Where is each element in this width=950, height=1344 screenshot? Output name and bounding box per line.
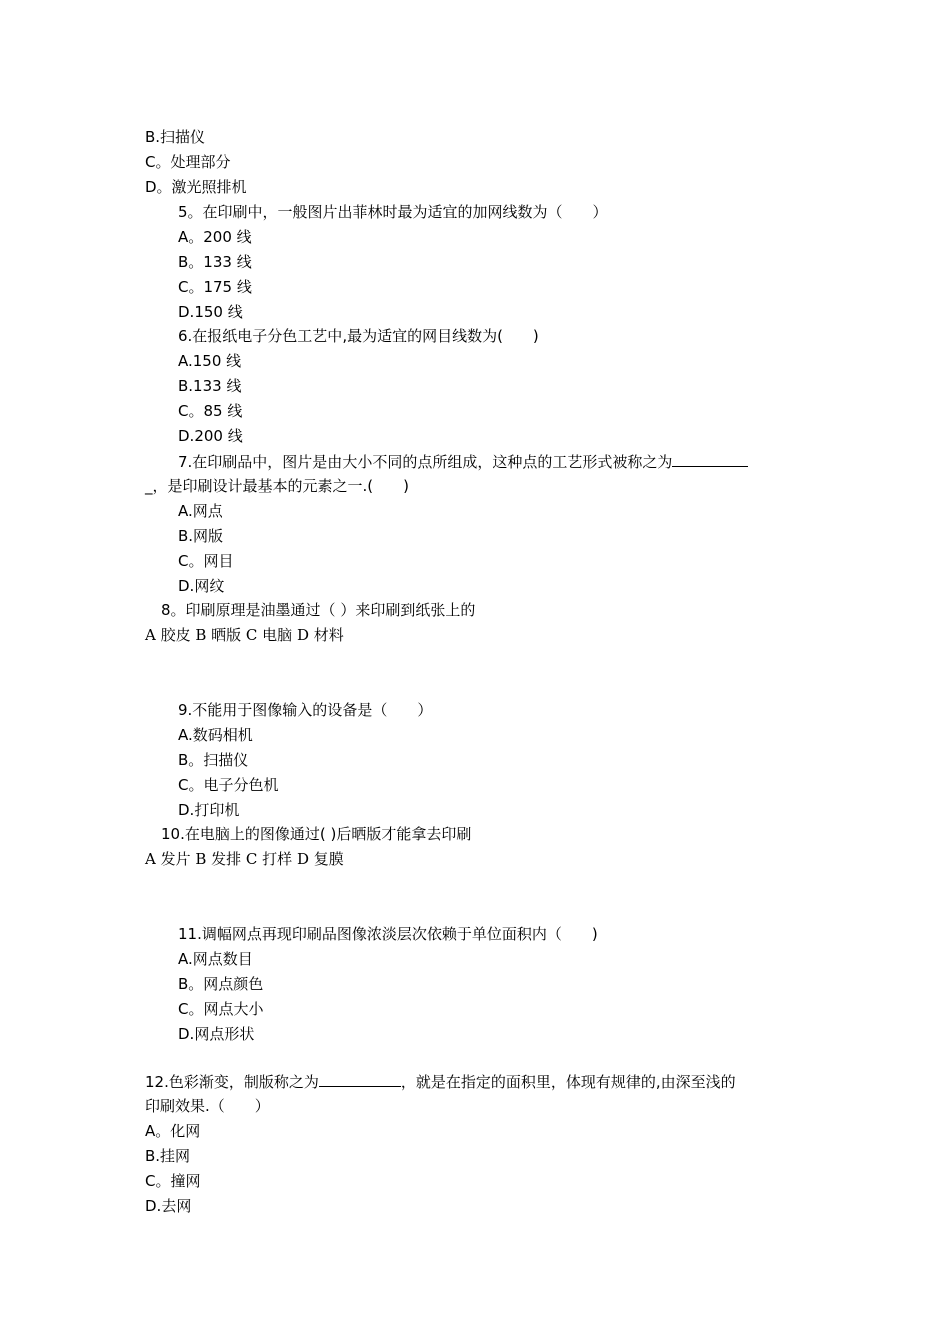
question-12-text-cont: ，就是在指定的面积里，体现有规律的,由深至浅的 bbox=[400, 1073, 736, 1091]
question-8-options: A 胶皮 B 晒版 C 电脑 D 材料 bbox=[145, 626, 344, 644]
answer-blank bbox=[672, 451, 748, 467]
question-7-option-c: C。网目 bbox=[178, 552, 234, 570]
question-12-continuation: 印刷效果.（ ） bbox=[145, 1097, 270, 1115]
option-b-scanner: B.扫描仪 bbox=[145, 128, 206, 146]
question-7-continuation: _，是印刷设计最基本的元素之一.( ) bbox=[145, 477, 409, 495]
question-9-option-c: C。电子分色机 bbox=[178, 776, 279, 794]
question-11-option-d: D.网点形状 bbox=[178, 1025, 255, 1043]
question-11-option-b: B。网点颜色 bbox=[178, 975, 264, 993]
question-12-text: 12.色彩渐变，制版称之为 bbox=[145, 1073, 319, 1091]
question-5-option-c: C。175 线 bbox=[178, 278, 252, 296]
option-d-imagesetter: D。激光照排机 bbox=[145, 178, 247, 196]
question-12 bbox=[145, 1071, 736, 1092]
question-6-option-b: B.133 线 bbox=[178, 377, 242, 395]
question-7 bbox=[178, 451, 748, 472]
question-12-option-d: D.去网 bbox=[145, 1197, 192, 1215]
question-9-option-b: B。扫描仪 bbox=[178, 751, 249, 769]
option-c-processing: C。处理部分 bbox=[145, 153, 231, 171]
question-7-option-d: D.网纹 bbox=[178, 577, 225, 595]
question-10-options: A 发片 B 发排 C 打样 D 复膜 bbox=[145, 850, 344, 868]
question-5: 5。在印刷中，一般图片出菲林时最为适宜的加网线数为（ ） bbox=[178, 203, 608, 221]
question-11-option-c: C。网点大小 bbox=[178, 1000, 264, 1018]
question-10: 10.在电脑上的图像通过( )后晒版才能拿去印刷 bbox=[161, 825, 472, 843]
question-9: 9.不能用于图像输入的设备是（ ） bbox=[178, 701, 433, 719]
question-11: 11.调幅网点再现印刷品图像浓淡层次依赖于单位面积内（ ) bbox=[178, 925, 598, 943]
question-6: 6.在报纸电子分色工艺中,最为适宜的网目线数为( ) bbox=[178, 327, 539, 345]
question-7-option-b: B.网版 bbox=[178, 527, 224, 545]
answer-blank bbox=[319, 1071, 401, 1087]
question-5-option-a: A。200 线 bbox=[178, 228, 252, 246]
question-8: 8。印刷原理是油墨通过（ ）来印刷到纸张上的 bbox=[161, 601, 476, 619]
question-5-option-b: B。133 线 bbox=[178, 253, 252, 271]
question-11-option-a: A.网点数目 bbox=[178, 950, 253, 968]
question-12-option-c: C。撞网 bbox=[145, 1172, 201, 1190]
question-6-option-a: A.150 线 bbox=[178, 352, 242, 370]
question-12-option-a: A。化网 bbox=[145, 1122, 201, 1140]
question-5-option-d: D.150 线 bbox=[178, 303, 243, 321]
question-9-option-d: D.打印机 bbox=[178, 801, 240, 819]
question-6-option-d: D.200 线 bbox=[178, 427, 243, 445]
question-7-text: 7.在印刷品中，图片是由大小不同的点所组成，这种点的工艺形式被称之为 bbox=[178, 453, 673, 471]
question-12-option-b: B.挂网 bbox=[145, 1147, 191, 1165]
question-7-option-a: A.网点 bbox=[178, 502, 223, 520]
question-9-option-a: A.数码相机 bbox=[178, 726, 253, 744]
question-6-option-c: C。85 线 bbox=[178, 402, 243, 420]
